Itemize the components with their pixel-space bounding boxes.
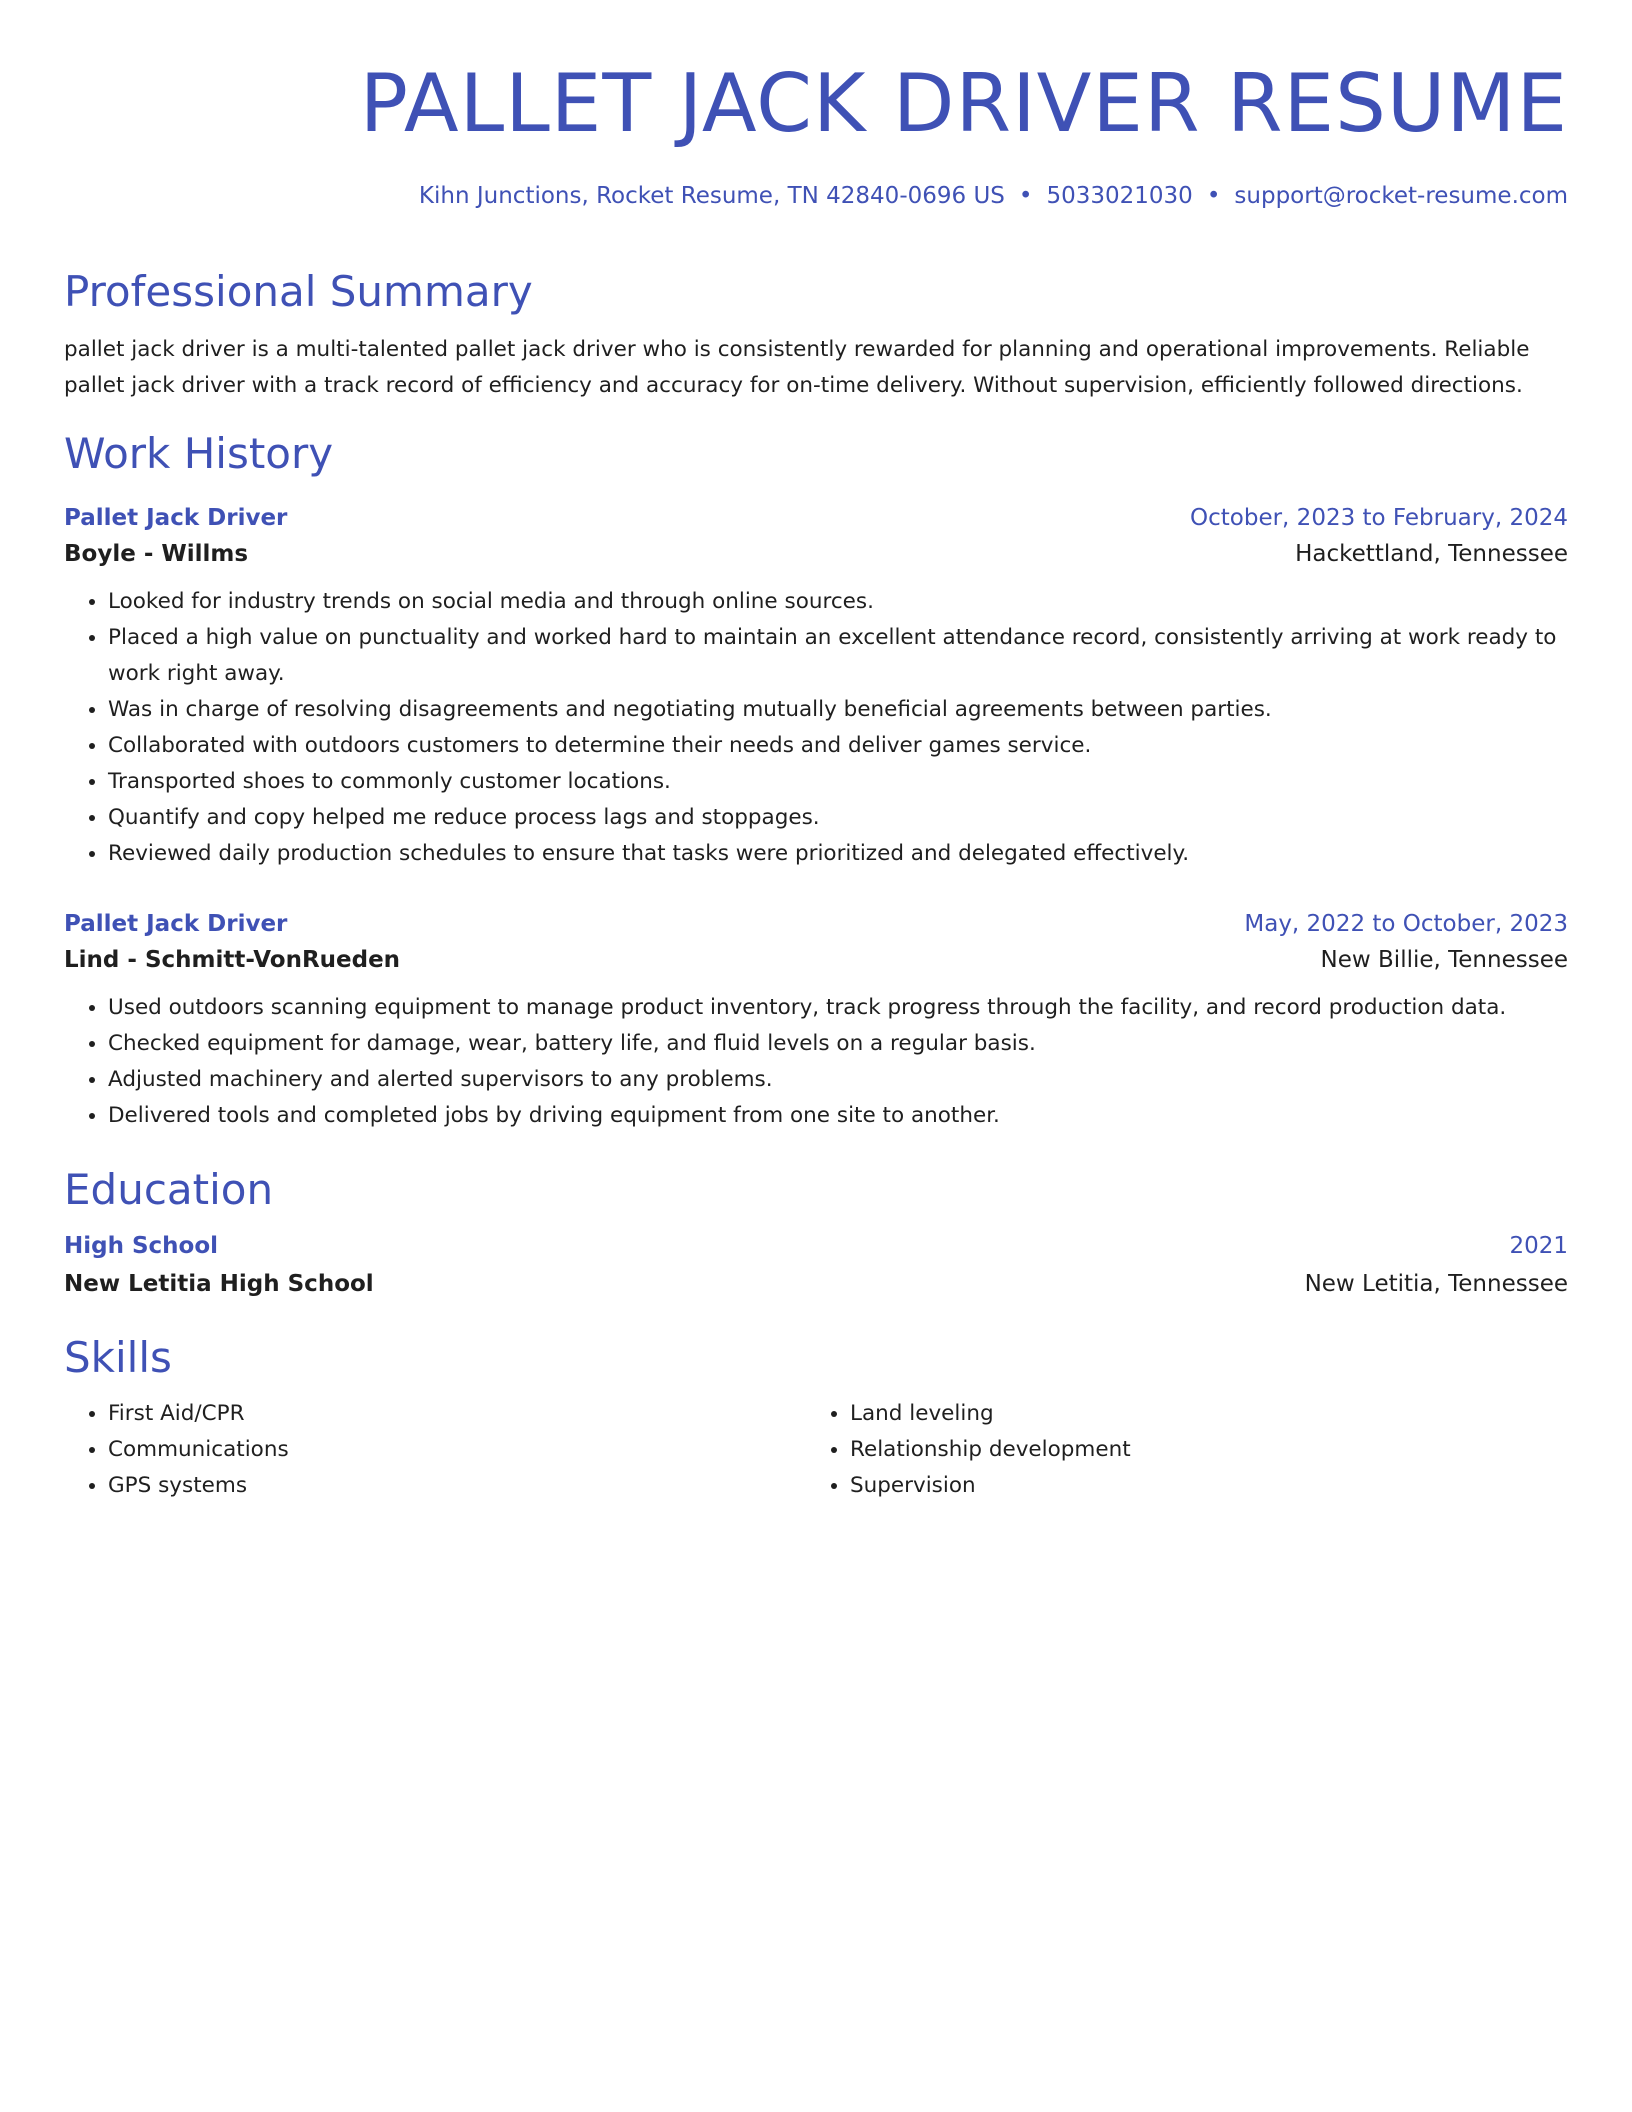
- skills-heading: Skills: [64, 1333, 172, 1382]
- skill-item: • GPS systems: [108, 1468, 806, 1504]
- job-dates: May, 2022 to October, 2023: [1244, 911, 1568, 937]
- job-bullet: • Checked equipment for damage, wear, battery life, and fluid levels on a regular basis.: [108, 1026, 1568, 1062]
- job-bullet: • Used outdoors scanning equipment to manage product inventory, track progress through the facility, and record production data.: [108, 990, 1568, 1026]
- education-school: New Letitia High School: [64, 1271, 374, 1297]
- job-bullet: • Adjusted machinery and alerted supervisors to any problems.: [108, 1062, 1568, 1098]
- contact-separator: •: [1206, 183, 1221, 209]
- contact-phone: 5033021030: [1046, 183, 1193, 209]
- education-header: [64, 1228, 1568, 1264]
- summary-heading: Professional Summary: [64, 267, 533, 316]
- resume-page: [64, 0, 1568, 1504]
- education-subheader: [64, 1266, 1568, 1302]
- job-title: Pallet Jack Driver: [64, 911, 288, 937]
- education-heading: Education: [64, 1165, 274, 1214]
- job-company: Lind - Schmitt-VonRueden: [64, 947, 401, 973]
- contact-separator: •: [1018, 183, 1033, 209]
- job-bullets: [64, 584, 1568, 872]
- job-dates: October, 2023 to February, 2024: [1190, 505, 1568, 531]
- job-bullet: • Was in charge of resolving disagreements and negotiating mutually beneficial agreements between parties.: [108, 692, 1568, 728]
- job-entry: [64, 906, 1568, 1134]
- job-entry: [64, 500, 1568, 872]
- job-bullet: • Delivered tools and completed jobs by driving equipment from one site to another.: [108, 1098, 1568, 1134]
- contact-email[interactable]: support@rocket-resume.com: [1234, 183, 1568, 209]
- education-location: New Letitia, Tennessee: [1304, 1271, 1568, 1297]
- job-title: Pallet Jack Driver: [64, 505, 288, 531]
- skills-column-left: [64, 1396, 806, 1504]
- job-bullet: • Placed a high value on punctuality and worked hard to maintain an excellent attendance record, consistently arriving at work ready to work right away.: [108, 620, 1568, 692]
- job-location: New Billie, Tennessee: [1320, 947, 1568, 973]
- skill-item: • Land leveling: [850, 1396, 1548, 1432]
- skill-item: • Communications: [108, 1432, 806, 1468]
- summary-text: pallet jack driver is a multi-talented pallet jack driver who is consistently rewarded for planning and operational improvements. Reliable pallet jack driver with a track record of efficiency and accuracy for on-time delivery. Without supervision, efficiently followed directions.: [64, 337, 1530, 398]
- job-company: Boyle - Willms: [64, 541, 249, 567]
- job-subheader: [64, 942, 1568, 978]
- skills-grid: [64, 1396, 1568, 1504]
- job-location: Hackettland, Tennessee: [1295, 541, 1568, 567]
- skills-column-right: [806, 1396, 1548, 1504]
- job-bullet: • Quantify and copy helped me reduce process lags and stoppages.: [108, 800, 1568, 836]
- work-history-heading: Work History: [64, 429, 334, 478]
- skill-item: • First Aid/CPR: [108, 1396, 806, 1432]
- job-bullet: • Looked for industry trends on social media and through online sources.: [108, 584, 1568, 620]
- job-subheader: [64, 536, 1568, 572]
- job-bullet: • Transported shoes to commonly customer locations.: [108, 764, 1568, 800]
- education-year: 2021: [1509, 1233, 1568, 1259]
- skill-item: • Relationship development: [850, 1432, 1548, 1468]
- job-bullet: • Reviewed daily production schedules to ensure that tasks were prioritized and delegated effectively.: [108, 836, 1568, 872]
- contact-address: Kihn Junctions, Rocket Resume, TN 42840-0696 US: [418, 183, 1005, 209]
- job-header: [64, 500, 1568, 536]
- job-bullets: [64, 990, 1568, 1134]
- resume-title: PALLET JACK DRIVER RESUME: [359, 57, 1568, 150]
- job-bullet: • Collaborated with outdoors customers to determine their needs and deliver games service.: [108, 728, 1568, 764]
- contact-line: [64, 180, 1568, 212]
- education-degree: High School: [64, 1233, 219, 1259]
- job-header: [64, 906, 1568, 942]
- skill-item: • Supervision: [850, 1468, 1548, 1504]
